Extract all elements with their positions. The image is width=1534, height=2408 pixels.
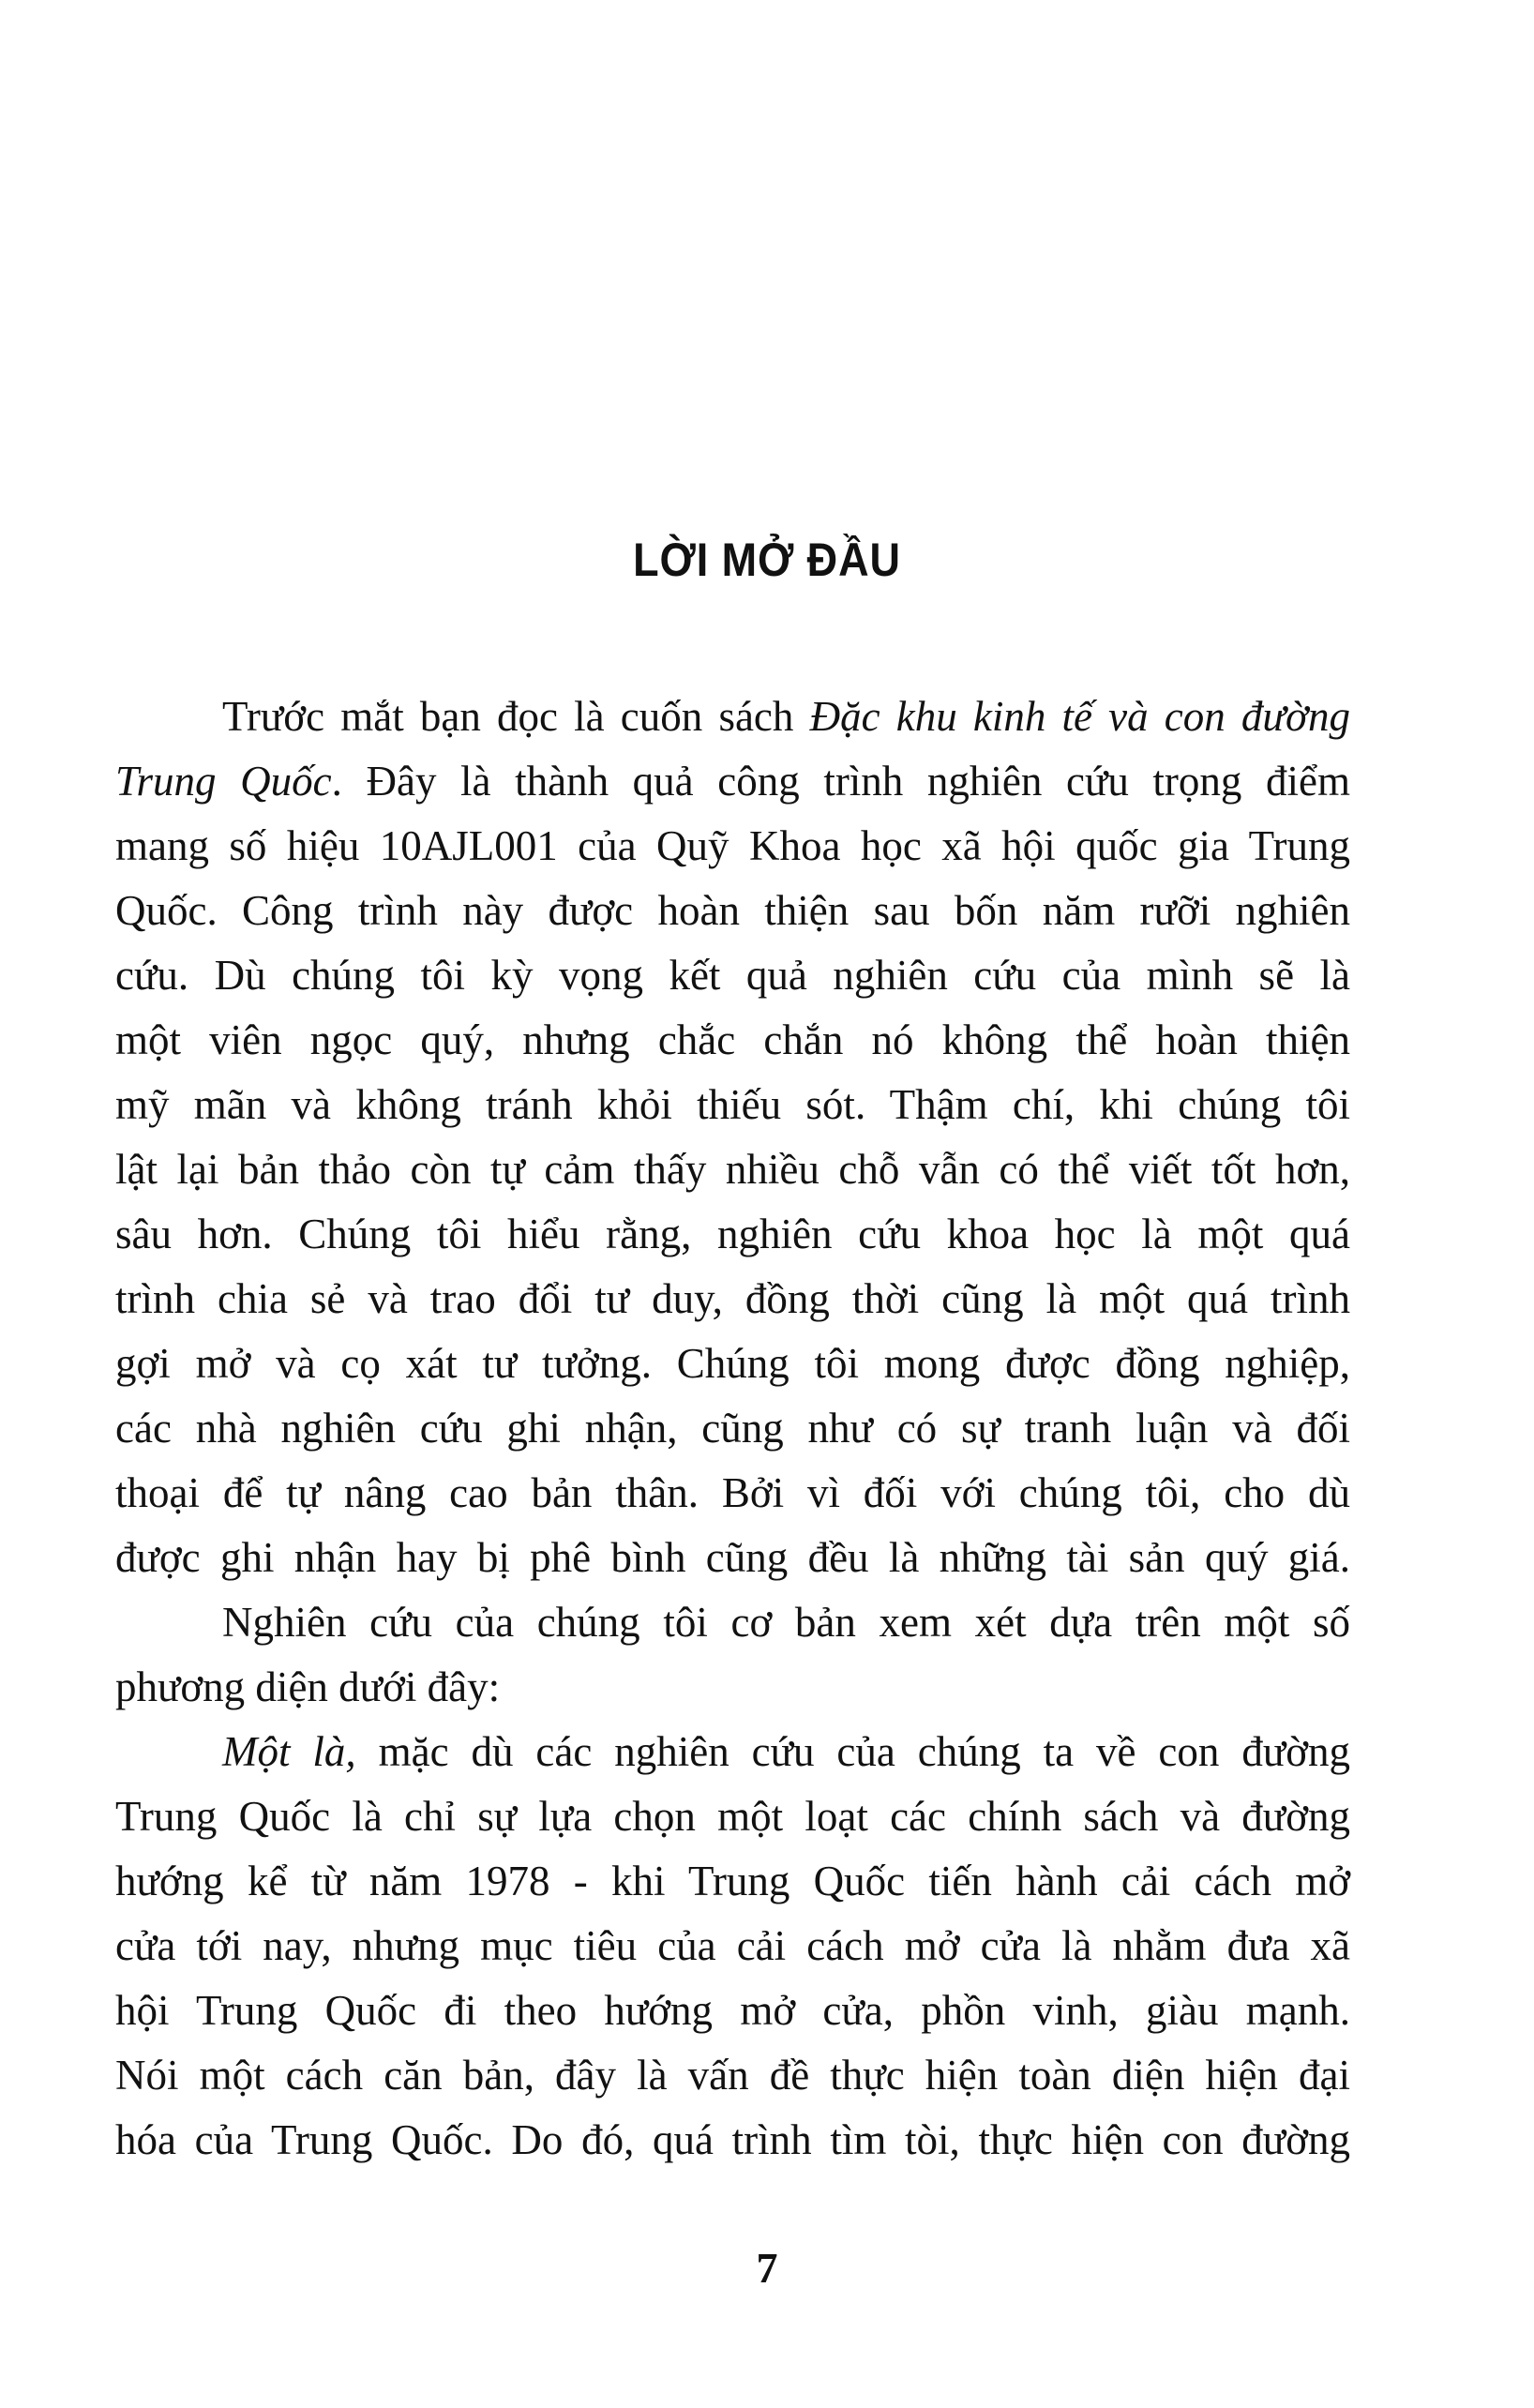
text-segment: các nhà nghiên cứu ghi nhận, cũng như có sự tranh luận và đối bbox=[115, 1405, 1350, 1452]
text-segment: Trung Quốc là chỉ sự lựa chọn một loạt các chính sách và đường bbox=[115, 1793, 1350, 1840]
text-line bbox=[115, 1720, 1350, 1784]
text-segment: cứu. Dù chúng tôi kỳ vọng kết quả nghiên cứu của mình sẽ là bbox=[115, 952, 1350, 999]
italic-text: Một là, bbox=[222, 1728, 356, 1775]
italic-text: Đặc khu kinh tế và con đường bbox=[809, 693, 1350, 740]
text-segment: . Đây là thành quả công trình nghiên cứu trọng điểm bbox=[331, 758, 1350, 805]
text-line bbox=[115, 943, 1350, 1008]
text-line bbox=[115, 879, 1350, 943]
text-segment: phương diện dưới đây: bbox=[115, 1663, 501, 1710]
text-line bbox=[115, 1784, 1350, 1849]
text-line bbox=[115, 2043, 1350, 2108]
text-segment: lật lại bản thảo còn tự cảm thấy nhiều chỗ vẫn có thể viết tốt hơn, bbox=[115, 1146, 1350, 1193]
text-segment: một viên ngọc quý, nhưng chắc chắn nó không thể hoàn thiện bbox=[115, 1016, 1350, 1063]
text-line bbox=[115, 1914, 1350, 1979]
text-line bbox=[115, 2108, 1350, 2173]
text-line bbox=[115, 1655, 1350, 1720]
text-line bbox=[115, 1590, 1350, 1655]
text-segment: mặc dù các nghiên cứu của chúng ta về con đường bbox=[355, 1728, 1351, 1775]
page-number: 7 bbox=[756, 2244, 778, 2292]
text-segment: hóa của Trung Quốc. Do đó, quá trình tìm tòi, thực hiện con đường bbox=[115, 2116, 1350, 2163]
text-segment: hướng kể từ năm 1978 - khi Trung Quốc tiến hành cải cách mở bbox=[115, 1858, 1350, 1904]
text-segment: mỹ mãn và không tránh khỏi thiếu sót. Thậm chí, khi chúng tôi bbox=[115, 1081, 1350, 1128]
text-line bbox=[115, 1073, 1350, 1137]
text-line bbox=[115, 1849, 1350, 1914]
text-line bbox=[115, 685, 1350, 749]
text-segment: sâu hơn. Chúng tôi hiểu rằng, nghiên cứu khoa học là một quá bbox=[115, 1211, 1350, 1257]
text-line bbox=[115, 1202, 1350, 1267]
text-line bbox=[115, 814, 1350, 879]
text-segment: trình chia sẻ và trao đổi tư duy, đồng thời cũng là một quá trình bbox=[115, 1275, 1350, 1322]
body-text bbox=[115, 685, 1350, 2173]
text-line bbox=[115, 1526, 1350, 1590]
text-segment: thoại để tự nâng cao bản thân. Bởi vì đối với chúng tôi, cho dù bbox=[115, 1469, 1350, 1516]
text-segment: được ghi nhận hay bị phê bình cũng đều là những tài sản quý giá. bbox=[115, 1534, 1350, 1581]
text-line bbox=[115, 1396, 1350, 1461]
text-segment: Nghiên cứu của chúng tôi cơ bản xem xét dựa trên một số bbox=[222, 1599, 1350, 1646]
text-segment: Quốc. Công trình này được hoàn thiện sau bốn năm rưỡi nghiên bbox=[115, 887, 1350, 934]
text-segment: gợi mở và cọ xát tư tưởng. Chúng tôi mong được đồng nghiệp, bbox=[115, 1340, 1350, 1387]
text-segment: Nói một cách căn bản, đây là vấn đề thực hiện toàn diện hiện đại bbox=[115, 2052, 1350, 2099]
page-title: LỜI MỞ ĐẦU bbox=[633, 534, 901, 586]
text-segment: Trước mắt bạn đọc là cuốn sách bbox=[222, 693, 810, 740]
text-line bbox=[115, 1137, 1350, 1202]
text-line bbox=[115, 1461, 1350, 1526]
text-line bbox=[115, 749, 1350, 814]
text-line bbox=[115, 1332, 1350, 1396]
text-segment: cửa tới nay, nhưng mục tiêu của cải cách mở cửa là nhằm đưa xã bbox=[115, 1922, 1350, 1969]
text-segment: hội Trung Quốc đi theo hướng mở cửa, phồn vinh, giàu mạnh. bbox=[115, 1987, 1350, 2034]
italic-text: Trung Quốc bbox=[115, 758, 332, 805]
text-line bbox=[115, 1008, 1350, 1073]
text-line bbox=[115, 1979, 1350, 2043]
text-segment: mang số hiệu 10AJL001 của Quỹ Khoa học xã hội quốc gia Trung bbox=[115, 822, 1350, 869]
text-line bbox=[115, 1267, 1350, 1332]
